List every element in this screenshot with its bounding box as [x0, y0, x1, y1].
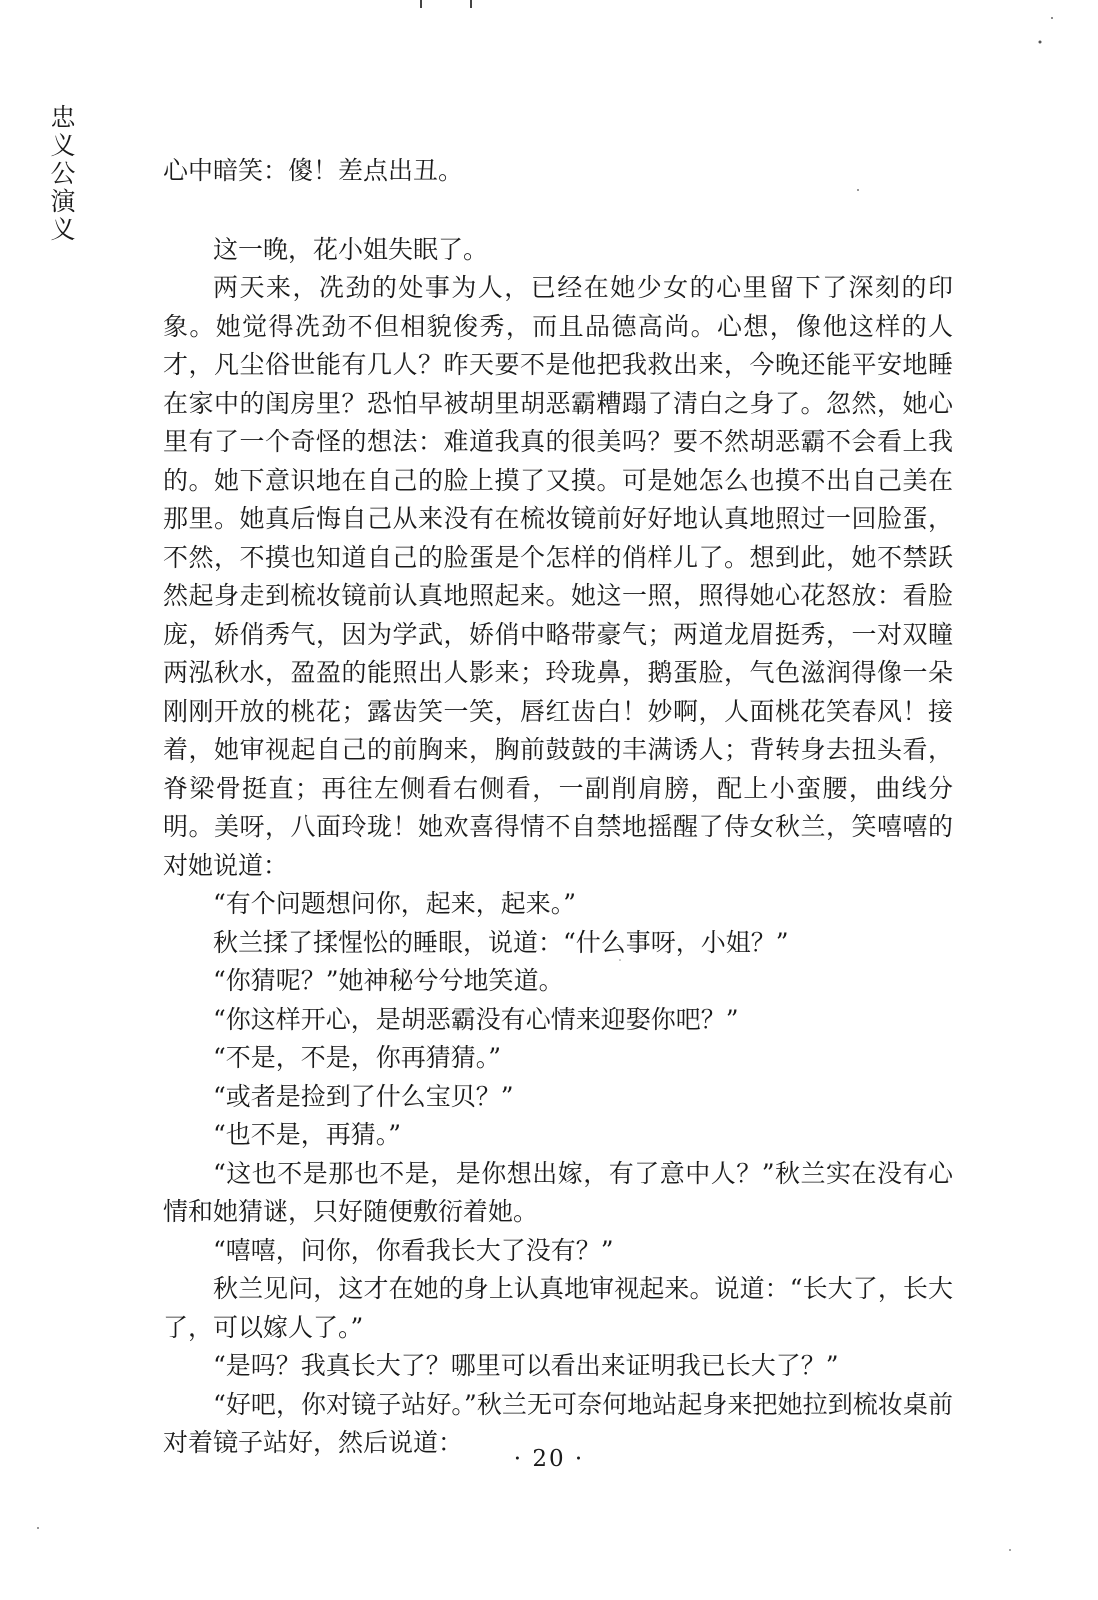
dialogue-line: “或者是捡到了什么宝贝？”	[213, 1081, 514, 1111]
paragraph: 秋兰揉了揉惺忪的睡眼，说道：“什么事呀，小姐？”	[213, 927, 789, 957]
running-head-char: 义	[50, 215, 76, 244]
paragraph: 这一晚，花小姐失眠了。	[213, 234, 489, 264]
dialogue-line: “有个问题想问你，起来，起来。”	[213, 889, 577, 918]
paragraph: 心中暗笑：傻！差点出丑。	[163, 156, 464, 185]
dialogue-line: “是吗？我真长大了？哪里可以看出来证明我已长大了？”	[213, 1351, 839, 1380]
dialogue-line: “你这样开心，是胡恶霸没有心情来迎娶你吧？”	[213, 1004, 739, 1034]
running-head-char: 公	[50, 159, 76, 188]
paragraph: 两天来，冼劲的处事为人，已经在她少女的心里留下了深刻的印象。她觉得冼劲不但相貌俊秀，而且品德高尚。心想，像他这样的人才，凡尘俗世能有几人？昨天要不是他把我救出来，今晚还能平安地睡在家中的闺房里？恐怕早被胡里胡恶霸糟蹋了清白之身了。忽然，她心里有了一个奇怪的想法：难道我真的很美吗？要不然胡恶霸不会看上我的。她下意识地在自己的脸上摸了又摸。可是她怎么也摸不出自己美在那里。她真后悔自己从来没有在梳妆镜前好好地认真地照过一回脸蛋，不然，不摸也知道自己的脸蛋是个怎样的俏样儿了。想到此，她不禁跃然起身走到梳妆镜前认真地照起来。她这一照，照得她心花怒放：看脸庞，娇俏秀气，因为学武，娇俏中略带豪气；两道龙眉挺秀，一对双瞳两泓秋水，盈盈的能照出人影来；玲珑鼻，鹅蛋脸，气色滋润得像一朵刚刚开放的桃花；露齿笑一笑，唇红齿白！妙啊，人面桃花笑春风！接着，她审视起自己的前胸来，胸前鼓鼓的丰满诱人；背转身去扭头看，脊梁骨挺直；再往左侧看右侧看，一副削肩膀，配上小蛮腰，曲线分明。美呀，八面玲珑！她欢喜得情不自禁地摇醒了侍女秋兰，笑嘻嘻的对她说道：	[163, 273, 953, 880]
dialogue-line: “你猜呢？”她神秘兮兮地笑道。	[213, 966, 564, 995]
paragraph: “这也不是那也不是，是你想出嫁，有了意中人？”秋兰实在没有心情和她猜谜，只好随便敷衍着她。	[163, 1158, 953, 1226]
running-head-char: 义	[50, 131, 76, 160]
binding-mark-right	[470, 0, 472, 8]
dialogue-line: “嘻嘻，问你，你看我长大了没有？”	[213, 1235, 614, 1265]
page-number: · 20 ·	[513, 1446, 585, 1472]
binding-mark-left	[420, 0, 422, 8]
paragraph: 秋兰见问，这才在她的身上认真地审视起来。说道：“长大了，长大了，可以嫁人了。”	[163, 1274, 953, 1342]
dialogue-line: “不是，不是，你再猜猜。”	[213, 1043, 502, 1072]
dialogue-line: “也不是，再猜。”	[213, 1120, 402, 1149]
paragraph: “好吧，你对镜子站好。”秋兰无可奈何地站起身来把她拉到梳妆桌前对着镜子站好，然后说道：	[163, 1389, 953, 1457]
body-text	[163, 152, 953, 1463]
running-head-char: 忠	[50, 103, 76, 132]
running-head-book-title	[48, 104, 78, 244]
running-head-char: 演	[50, 187, 76, 216]
